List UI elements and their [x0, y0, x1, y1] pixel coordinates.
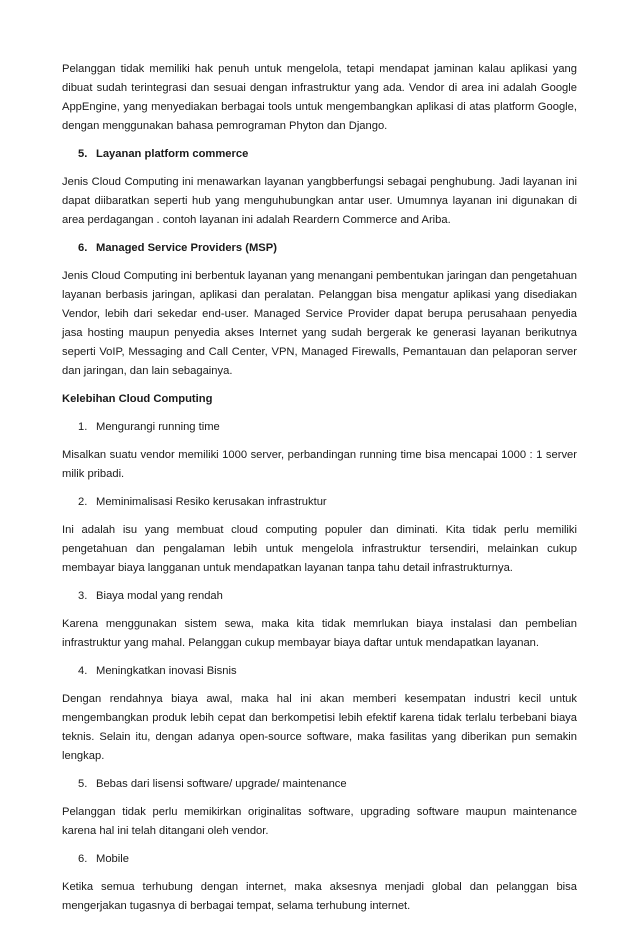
list-number: 5.	[78, 148, 88, 160]
service-item-title	[62, 239, 577, 258]
advantage-item-title	[62, 418, 577, 437]
list-title: Biaya modal yang rendah	[96, 590, 223, 602]
advantage-description: Pelanggan tidak perlu memikirkan originalitas software, upgrading software maupun maintenance karena hal ini telah ditangani oleh vendor.	[62, 806, 577, 837]
service-item-title	[62, 145, 577, 164]
advantage-description: Karena menggunakan sistem sewa, maka kita tidak memrlukan biaya instalasi dan pembelian infrastruktur yang mahal. Pelanggan cukup membayar biaya daftar untuk mendapatkan layanan.	[62, 618, 577, 649]
list-title: Managed Service Providers (MSP)	[96, 242, 277, 254]
list-number: 2.	[78, 496, 88, 508]
list-number: 1.	[78, 421, 88, 433]
advantage-item-title	[62, 775, 577, 794]
advantage-item-title	[62, 850, 577, 869]
advantage-item-title	[62, 493, 577, 512]
list-title: Mengurangi running time	[96, 421, 220, 433]
advantage-description: Ini adalah isu yang membuat cloud computing populer dan diminati. Kita tidak perlu memiliki pengetahuan dan pengalaman lebih untuk mengelola infrastruktur tersendiri, melainkan cukup membayar biaya langganan untuk mendapatkan layanan tanpa tahu detail infrastrukturnya.	[62, 524, 577, 574]
advantage-item-title	[62, 662, 577, 681]
advantage-description: Misalkan suatu vendor memiliki 1000 server, perbandingan running time bisa mencapai 1000 : 1 server milik pribadi.	[62, 449, 577, 480]
advantage-item-title	[62, 587, 577, 606]
service-description: Jenis Cloud Computing ini menawarkan layanan yangbberfungsi sebagai penghubung. Jadi layanan ini dapat diibaratkan seperti hub yang menguhubungkan antar user. Umumnya layanan ini digunakan di area perdagangan . contoh layanan ini adalah Reardern Commerce and Ariba.	[62, 176, 577, 226]
list-number: 6.	[78, 242, 88, 254]
document-page	[62, 60, 577, 925]
list-title: Meminimalisasi Resiko kerusakan infrastruktur	[96, 496, 327, 508]
list-number: 3.	[78, 590, 88, 602]
list-title: Layanan platform commerce	[96, 148, 249, 160]
list-title: Mobile	[96, 853, 129, 865]
list-title: Bebas dari lisensi software/ upgrade/ maintenance	[96, 778, 347, 790]
service-description: Jenis Cloud Computing ini berbentuk layanan yang menangani pembentukan jaringan dan pengetahuan layanan berbasis jaringan, aplikasi dan peralatan. Pelanggan bisa mengatur aplikasi yang disediakan Vendor, lebih dari sekedar end-user. Managed Service Provider dapat berupa perusahaan penyedia jasa hosting maupun penyedia akses Internet yang sudah bergerak ke generasi layanan berikutnya seperti VoIP, Messaging and Call Center, VPN, Managed Firewalls, Pemantauan dan pelaporan server dan jaringan, dan lain sebagainya.	[62, 270, 577, 377]
advantage-description: Dengan rendahnya biaya awal, maka hal ini akan memberi kesempatan industri kecil untuk mengembangkan produk lebih cepat dan berkompetisi lebih efektif karena tidak terlalu terbebani biaya teknis. Selain itu, dengan adanya open-source software, maka fasilitas yang diberikan pun semakin lengkap.	[62, 693, 577, 762]
intro-paragraph: Pelanggan tidak memiliki hak penuh untuk mengelola, tetapi mendapat jaminan kalau aplikasi yang dibuat sudah terintegrasi dan sesuai dengan infrastruktur yang ada. Vendor di area ini adalah Google AppEngine, yang menyediakan berbagai tools untuk mengembangkan aplikasi di atas platform Google, dengan menggunakan bahasa pemrograman Phyton dan Django.	[62, 63, 577, 132]
advantage-description: Ketika semua terhubung dengan internet, maka aksesnya menjadi global dan pelanggan bisa mengerjakan tugasnya di berbagai tempat, selama terhubung internet.	[62, 881, 577, 912]
list-number: 4.	[78, 665, 88, 677]
section-heading: Kelebihan Cloud Computing	[62, 393, 213, 405]
list-number: 6.	[78, 853, 88, 865]
list-number: 5.	[78, 778, 88, 790]
list-title: Meningkatkan inovasi Bisnis	[96, 665, 237, 677]
